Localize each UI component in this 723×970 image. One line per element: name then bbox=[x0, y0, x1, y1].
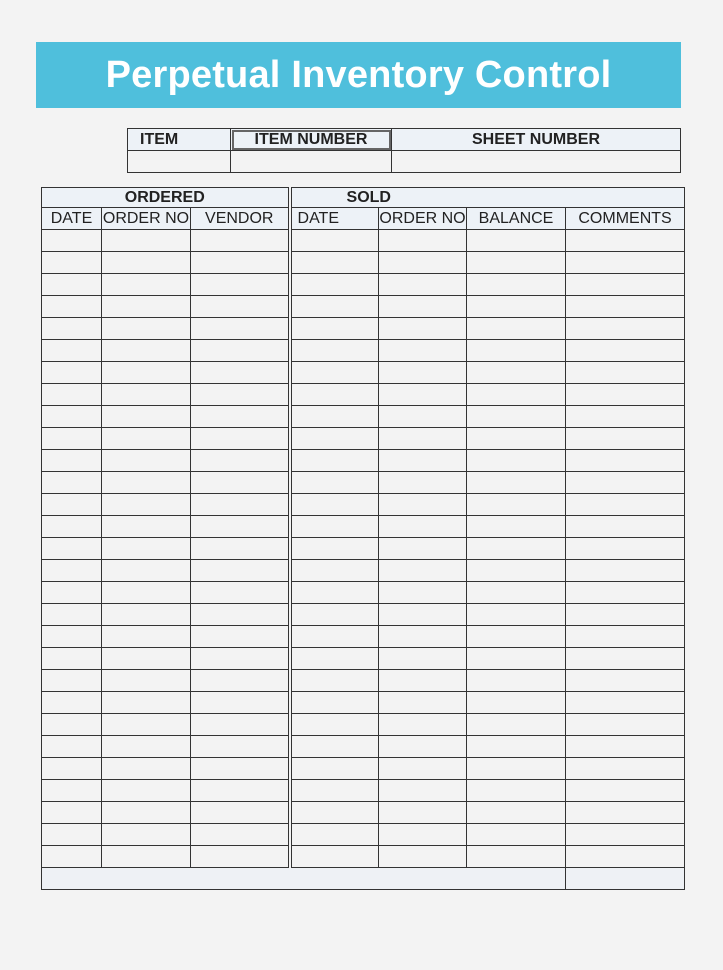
table-cell[interactable] bbox=[467, 758, 566, 780]
col-ordered-order-no: ORDER NO bbox=[102, 208, 191, 230]
table-cell[interactable] bbox=[42, 384, 102, 406]
inventory-table bbox=[41, 187, 685, 890]
table-cell[interactable] bbox=[290, 824, 379, 846]
table-cell[interactable] bbox=[191, 494, 290, 516]
col-balance: BALANCE bbox=[467, 208, 566, 230]
table-row bbox=[42, 340, 685, 362]
table-cell[interactable] bbox=[379, 802, 467, 824]
table-cell[interactable] bbox=[566, 582, 685, 604]
col-sold-order-no: ORDER NO bbox=[379, 208, 467, 230]
table-cell[interactable] bbox=[379, 362, 467, 384]
table-cell[interactable] bbox=[467, 604, 566, 626]
table-row bbox=[42, 318, 685, 340]
table-cell[interactable] bbox=[379, 560, 467, 582]
table-cell[interactable] bbox=[191, 560, 290, 582]
table-cell[interactable] bbox=[102, 560, 191, 582]
table-cell[interactable] bbox=[191, 780, 290, 802]
table-cell[interactable] bbox=[566, 450, 685, 472]
table-cell[interactable] bbox=[42, 626, 102, 648]
table-cell[interactable] bbox=[191, 714, 290, 736]
table-row bbox=[42, 384, 685, 406]
table-cell[interactable] bbox=[379, 296, 467, 318]
table-cell[interactable] bbox=[102, 846, 191, 868]
table-cell[interactable] bbox=[102, 274, 191, 296]
table-row bbox=[42, 428, 685, 450]
table-cell[interactable] bbox=[102, 582, 191, 604]
table-row bbox=[42, 494, 685, 516]
table-cell[interactable] bbox=[379, 692, 467, 714]
table-cell[interactable] bbox=[467, 824, 566, 846]
table-cell[interactable] bbox=[42, 406, 102, 428]
table-cell[interactable] bbox=[467, 736, 566, 758]
table-cell[interactable] bbox=[191, 450, 290, 472]
table-cell[interactable] bbox=[102, 516, 191, 538]
table-cell[interactable] bbox=[191, 472, 290, 494]
table-cell[interactable] bbox=[290, 692, 379, 714]
table-cell[interactable] bbox=[42, 296, 102, 318]
table-cell[interactable] bbox=[467, 296, 566, 318]
table-cell[interactable] bbox=[42, 318, 102, 340]
table-cell[interactable] bbox=[290, 406, 379, 428]
table-row bbox=[42, 604, 685, 626]
table-cell[interactable] bbox=[290, 538, 379, 560]
table-cell[interactable] bbox=[566, 274, 685, 296]
table-cell[interactable] bbox=[42, 494, 102, 516]
table-cell[interactable] bbox=[42, 560, 102, 582]
table-cell[interactable] bbox=[102, 714, 191, 736]
table-cell[interactable] bbox=[191, 318, 290, 340]
sheet-number-field[interactable] bbox=[392, 151, 681, 173]
table-cell[interactable] bbox=[566, 384, 685, 406]
table-cell[interactable] bbox=[566, 758, 685, 780]
table-cell[interactable] bbox=[566, 824, 685, 846]
table-cell[interactable] bbox=[379, 780, 467, 802]
table-cell[interactable] bbox=[42, 252, 102, 274]
table-cell[interactable] bbox=[566, 626, 685, 648]
table-cell[interactable] bbox=[566, 362, 685, 384]
table-cell[interactable] bbox=[467, 494, 566, 516]
table-cell[interactable] bbox=[191, 428, 290, 450]
table-cell[interactable] bbox=[102, 362, 191, 384]
table-cell[interactable] bbox=[42, 450, 102, 472]
table-cell[interactable] bbox=[379, 450, 467, 472]
table-cell[interactable] bbox=[379, 384, 467, 406]
table-cell[interactable] bbox=[379, 340, 467, 362]
table-cell[interactable] bbox=[42, 846, 102, 868]
table-cell[interactable] bbox=[102, 648, 191, 670]
table-cell[interactable] bbox=[290, 516, 379, 538]
table-cell[interactable] bbox=[290, 758, 379, 780]
table-cell[interactable] bbox=[467, 406, 566, 428]
table-cell[interactable] bbox=[102, 296, 191, 318]
table-cell[interactable] bbox=[467, 384, 566, 406]
sheet-number-header: SHEET NUMBER bbox=[392, 129, 681, 151]
table-row bbox=[42, 538, 685, 560]
table-cell[interactable] bbox=[290, 802, 379, 824]
table-cell[interactable] bbox=[467, 582, 566, 604]
table-cell[interactable] bbox=[566, 846, 685, 868]
table-row bbox=[42, 472, 685, 494]
table-cell[interactable] bbox=[467, 714, 566, 736]
table-cell[interactable] bbox=[467, 340, 566, 362]
table-cell[interactable] bbox=[379, 648, 467, 670]
table-cell[interactable] bbox=[379, 626, 467, 648]
table-cell[interactable] bbox=[102, 318, 191, 340]
col-comments: COMMENTS bbox=[566, 208, 685, 230]
table-cell[interactable] bbox=[191, 648, 290, 670]
table-cell[interactable] bbox=[566, 296, 685, 318]
col-ordered-date: DATE bbox=[42, 208, 102, 230]
table-row bbox=[42, 824, 685, 846]
page-title: Perpetual Inventory Control bbox=[36, 42, 681, 108]
table-row bbox=[42, 714, 685, 736]
sold-group-header: SOLD bbox=[290, 188, 685, 208]
table-cell[interactable] bbox=[379, 758, 467, 780]
table-cell[interactable] bbox=[191, 516, 290, 538]
table-cell[interactable] bbox=[42, 780, 102, 802]
table-cell[interactable] bbox=[191, 670, 290, 692]
table-cell[interactable] bbox=[42, 714, 102, 736]
table-cell[interactable] bbox=[290, 736, 379, 758]
table-cell[interactable] bbox=[379, 538, 467, 560]
table-row bbox=[42, 802, 685, 824]
table-cell[interactable] bbox=[42, 582, 102, 604]
table-cell[interactable] bbox=[379, 494, 467, 516]
table-cell[interactable] bbox=[191, 824, 290, 846]
table-cell[interactable] bbox=[191, 736, 290, 758]
table-cell[interactable] bbox=[290, 648, 379, 670]
table-cell[interactable] bbox=[290, 274, 379, 296]
item-header: ITEM bbox=[128, 129, 231, 151]
table-cell[interactable] bbox=[566, 318, 685, 340]
table-cell[interactable] bbox=[102, 670, 191, 692]
table-cell[interactable] bbox=[191, 692, 290, 714]
table-cell[interactable] bbox=[102, 494, 191, 516]
table-cell[interactable] bbox=[379, 736, 467, 758]
table-cell[interactable] bbox=[566, 604, 685, 626]
table-cell[interactable] bbox=[290, 362, 379, 384]
table-cell[interactable] bbox=[290, 340, 379, 362]
table-cell[interactable] bbox=[102, 604, 191, 626]
table-cell[interactable] bbox=[566, 516, 685, 538]
table-cell[interactable] bbox=[566, 736, 685, 758]
table-cell[interactable] bbox=[102, 340, 191, 362]
table-cell[interactable] bbox=[42, 538, 102, 560]
table-cell[interactable] bbox=[379, 516, 467, 538]
table-cell[interactable] bbox=[42, 274, 102, 296]
table-cell[interactable] bbox=[290, 450, 379, 472]
table-cell[interactable] bbox=[102, 472, 191, 494]
table-cell[interactable] bbox=[467, 252, 566, 274]
table-cell[interactable] bbox=[42, 824, 102, 846]
table-cell[interactable] bbox=[191, 538, 290, 560]
table-cell[interactable] bbox=[191, 362, 290, 384]
table-cell[interactable] bbox=[102, 538, 191, 560]
table-cell[interactable] bbox=[467, 318, 566, 340]
table-cell[interactable] bbox=[42, 604, 102, 626]
table-cell[interactable] bbox=[566, 692, 685, 714]
table-row bbox=[42, 406, 685, 428]
table-row bbox=[42, 560, 685, 582]
table-row bbox=[42, 252, 685, 274]
table-row bbox=[42, 626, 685, 648]
table-cell[interactable] bbox=[102, 384, 191, 406]
table-cell[interactable] bbox=[290, 714, 379, 736]
table-row bbox=[42, 780, 685, 802]
table-cell[interactable] bbox=[102, 450, 191, 472]
table-cell[interactable] bbox=[191, 340, 290, 362]
footer-row bbox=[42, 868, 685, 890]
table-cell[interactable] bbox=[379, 274, 467, 296]
table-cell[interactable] bbox=[566, 538, 685, 560]
table-cell[interactable] bbox=[290, 230, 379, 252]
table-cell[interactable] bbox=[566, 780, 685, 802]
table-cell[interactable] bbox=[42, 758, 102, 780]
table-cell[interactable] bbox=[566, 648, 685, 670]
table-cell[interactable] bbox=[566, 406, 685, 428]
table-cell[interactable] bbox=[42, 362, 102, 384]
footer-comments-cell[interactable] bbox=[566, 868, 685, 890]
table-row bbox=[42, 296, 685, 318]
col-vendor: VENDOR bbox=[191, 208, 290, 230]
table-row bbox=[42, 648, 685, 670]
table-cell[interactable] bbox=[191, 274, 290, 296]
table-row bbox=[42, 758, 685, 780]
table-cell[interactable] bbox=[191, 846, 290, 868]
table-cell[interactable] bbox=[191, 230, 290, 252]
table-cell[interactable] bbox=[290, 626, 379, 648]
table-cell[interactable] bbox=[290, 318, 379, 340]
table-cell[interactable] bbox=[467, 780, 566, 802]
table-cell[interactable] bbox=[379, 230, 467, 252]
table-cell[interactable] bbox=[467, 802, 566, 824]
table-cell[interactable] bbox=[467, 670, 566, 692]
table-cell[interactable] bbox=[467, 472, 566, 494]
table-cell[interactable] bbox=[102, 780, 191, 802]
table-cell[interactable] bbox=[290, 384, 379, 406]
table-cell[interactable] bbox=[42, 230, 102, 252]
table-cell[interactable] bbox=[42, 692, 102, 714]
table-row bbox=[42, 582, 685, 604]
table-row bbox=[42, 670, 685, 692]
table-cell[interactable] bbox=[102, 758, 191, 780]
table-cell[interactable] bbox=[379, 428, 467, 450]
table-cell[interactable] bbox=[467, 274, 566, 296]
table-cell[interactable] bbox=[566, 252, 685, 274]
item-number-header: ITEM NUMBER bbox=[231, 129, 392, 151]
table-cell[interactable] bbox=[379, 670, 467, 692]
table-cell[interactable] bbox=[379, 252, 467, 274]
table-cell[interactable] bbox=[42, 516, 102, 538]
table-cell[interactable] bbox=[379, 472, 467, 494]
table-cell[interactable] bbox=[467, 230, 566, 252]
table-cell[interactable] bbox=[467, 846, 566, 868]
footer-cell[interactable] bbox=[42, 868, 566, 890]
table-cell[interactable] bbox=[566, 494, 685, 516]
table-cell[interactable] bbox=[467, 560, 566, 582]
table-cell[interactable] bbox=[467, 428, 566, 450]
item-info-table bbox=[127, 128, 681, 173]
table-row bbox=[42, 450, 685, 472]
table-cell[interactable] bbox=[42, 670, 102, 692]
table-cell[interactable] bbox=[566, 560, 685, 582]
table-cell[interactable] bbox=[102, 252, 191, 274]
table-cell[interactable] bbox=[191, 406, 290, 428]
table-cell[interactable] bbox=[42, 648, 102, 670]
table-cell[interactable] bbox=[290, 494, 379, 516]
table-cell[interactable] bbox=[42, 472, 102, 494]
table-cell[interactable] bbox=[290, 472, 379, 494]
table-cell[interactable] bbox=[290, 780, 379, 802]
table-cell[interactable] bbox=[191, 626, 290, 648]
table-cell[interactable] bbox=[467, 516, 566, 538]
table-cell[interactable] bbox=[467, 648, 566, 670]
table-row bbox=[42, 230, 685, 252]
table-cell[interactable] bbox=[467, 692, 566, 714]
table-cell[interactable] bbox=[42, 340, 102, 362]
table-cell[interactable] bbox=[467, 626, 566, 648]
table-cell[interactable] bbox=[290, 604, 379, 626]
table-cell[interactable] bbox=[379, 714, 467, 736]
table-cell[interactable] bbox=[467, 450, 566, 472]
item-field[interactable] bbox=[128, 151, 231, 173]
item-number-field[interactable] bbox=[231, 151, 392, 173]
table-cell[interactable] bbox=[102, 736, 191, 758]
table-row bbox=[42, 846, 685, 868]
table-cell[interactable] bbox=[290, 252, 379, 274]
table-cell[interactable] bbox=[102, 406, 191, 428]
table-cell[interactable] bbox=[102, 692, 191, 714]
table-cell[interactable] bbox=[102, 626, 191, 648]
table-cell[interactable] bbox=[191, 582, 290, 604]
table-row bbox=[42, 736, 685, 758]
table-cell[interactable] bbox=[566, 802, 685, 824]
table-cell[interactable] bbox=[191, 604, 290, 626]
table-cell[interactable] bbox=[290, 296, 379, 318]
table-cell[interactable] bbox=[42, 736, 102, 758]
table-cell[interactable] bbox=[467, 362, 566, 384]
table-cell[interactable] bbox=[379, 824, 467, 846]
table-cell[interactable] bbox=[191, 296, 290, 318]
table-cell[interactable] bbox=[290, 428, 379, 450]
table-cell[interactable] bbox=[566, 714, 685, 736]
table-cell[interactable] bbox=[566, 428, 685, 450]
table-cell[interactable] bbox=[102, 230, 191, 252]
table-cell[interactable] bbox=[290, 846, 379, 868]
table-row bbox=[42, 692, 685, 714]
table-cell[interactable] bbox=[191, 252, 290, 274]
table-cell[interactable] bbox=[191, 384, 290, 406]
table-row bbox=[42, 362, 685, 384]
table-cell[interactable] bbox=[42, 802, 102, 824]
table-cell[interactable] bbox=[566, 472, 685, 494]
table-cell[interactable] bbox=[191, 758, 290, 780]
table-cell[interactable] bbox=[379, 604, 467, 626]
table-cell[interactable] bbox=[102, 802, 191, 824]
table-cell[interactable] bbox=[566, 230, 685, 252]
table-cell[interactable] bbox=[379, 846, 467, 868]
table-cell[interactable] bbox=[379, 406, 467, 428]
table-cell[interactable] bbox=[102, 824, 191, 846]
ordered-group-header: ORDERED bbox=[42, 188, 290, 208]
table-row bbox=[42, 274, 685, 296]
table-cell[interactable] bbox=[566, 670, 685, 692]
table-cell[interactable] bbox=[566, 340, 685, 362]
table-cell[interactable] bbox=[191, 802, 290, 824]
table-row bbox=[42, 516, 685, 538]
table-cell[interactable] bbox=[379, 318, 467, 340]
table-cell[interactable] bbox=[379, 582, 467, 604]
table-cell[interactable] bbox=[42, 428, 102, 450]
table-cell[interactable] bbox=[290, 670, 379, 692]
table-cell[interactable] bbox=[290, 582, 379, 604]
table-cell[interactable] bbox=[290, 560, 379, 582]
table-cell[interactable] bbox=[467, 538, 566, 560]
col-sold-date: DATE bbox=[290, 208, 379, 230]
table-cell[interactable] bbox=[102, 428, 191, 450]
